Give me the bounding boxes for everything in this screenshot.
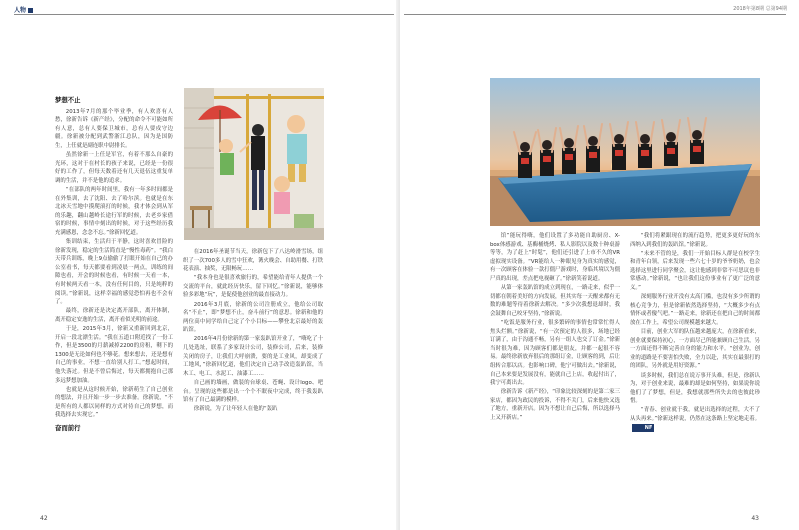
- header-rule: [14, 14, 394, 15]
- team-boat-photo: [490, 78, 760, 226]
- paragraph: 最终，徐新还是决定离开部队，离开体制，离开稳定安逸的生活，离开看似光明的前途。: [55, 308, 173, 323]
- section-heading: 梦想不止: [55, 96, 81, 104]
- paragraph: “我们将紧跟现在的流行趋势，把更多更好玩的东西纳入到我们的轰趴馆。”徐新说。: [630, 233, 760, 248]
- paragraph: 谈多时候，我们总在说万事开头难，但是，徐新认为，对于创业来说，最难的却是如何坚持，如果说你说他们了了梦想，但是，我想就那些所失去的也彼此珍惜。: [630, 372, 760, 405]
- left-column-2: [183, 248, 323, 518]
- paragraph: 馆”能玩得嗨，他们设置了多功能自助厨房、X-box体感游戏、基酶桶烧烤、私人影院以及数十种桌游等等，为了赶上“时髦”，他们还引进了上市不久的VR虚拟现实设备。“VR能给人一种眼见身为真实的感觉，有一次顾客在体验一款打僵尸游戏时，身临其境以为僵尸真的出现，差点把电视砸了。”徐新笑着说道。: [490, 233, 620, 282]
- paragraph: 2016年3月底，徐新的公司注册成立，他给公司取名“不止”，即“梦想不止，奋斗前行”的意思。徐新和他的两位高中同学给自己定了个小目标——攀登北京最好的轰趴馆。: [183, 301, 323, 334]
- page-number-right: 43: [751, 515, 759, 522]
- team-boat-illustration: [490, 78, 760, 226]
- page-number-left: 42: [40, 515, 48, 522]
- left-column-1: [55, 94, 173, 514]
- paragraph: 于是，2015年3月，徐新又重新回到北京，开启一段北漂生活。“我在五道口附近找了一份工作，但是3500的月薪减掉2200的房租，剩下的1300是无论如何也不够花。想来想去，还是想有自己的事业，不想一直给别人打工。”想起时间，他失落过。但是不曾后悔过，每天都拥抱自己那多远梦想加油。: [55, 325, 173, 384]
- paragraph: “未来不管的是，我们一开始目标人群是在校学生和青年白领，后来发现一些六七十岁的爷爷奶奶，也会选择这里进行同学聚会，这让他感到非常不可思议也非常感动。”徐新说，“也让我们这份事业有了更广泛的意义。”: [630, 250, 760, 292]
- header-rule: [404, 14, 786, 15]
- right-column-1: [490, 232, 620, 520]
- paragraph: 深刻服务行业开没有太高门槛，也没有多少所谓的核心竞争力，但是徐新依然选择坚持，“大概多少有点情怀或者傻气吧。”一路走来，徐新还在把自己的时间都放在工作上，希望公司规模越来越大。: [630, 294, 760, 326]
- paragraph: “我本身也是很喜欢旅行的，希望能给青年人提供一个交流的平台，就此经历快乐，留下回忆。”徐新说，能够体验多彩地“玩”，是促使他创业的最直接动力。: [183, 275, 323, 299]
- paragraph: [630, 406, 760, 432]
- paragraph: 也就是从这时候开始，徐新萌生了自己创业的想法，并且开始一步一步去准备。徐新说，“不是所有的人都以同样的方式对待自己的梦想，而我选择去实现它。”: [55, 386, 173, 419]
- paragraph: 徐新说，为了让年轻人在他的“轰趴: [193, 406, 278, 413]
- closing-paragraph: “青春、创业就于我，就是出选择的过程，大不了从头再来。”徐新这样说，仍然在这条路上坚定地走着。: [630, 407, 760, 422]
- paragraph: 目前，创业大军的队伍越来越庞大，在徐新看来，创业就要保持初心，一方面尽己所能兼顾自己生活，另一方面还得不断完善自身的能力和水平。“创业为，创业的道路是不要害怕失败，全力以赴，其实在最狠打的的团队，另外就是用好资源。”: [630, 329, 760, 370]
- paragraph: 在2016年圣诞节当天，徐新包下了八达岭滑雪场，组织了一次700多人的雪中狂欢，篝火晚会、自助用餐、打铁花表演、抽奖，无限畅玩……: [183, 249, 323, 273]
- section-header: [14, 5, 33, 14]
- paragraph: “吃饭是服务行业，很多繁碎的事情也常常忙得人焦头烂额。”徐新说，“有一次预定的人很多，场地已经订满了，由于沟通不畅，另有一组人也交了订金。”徐新当时很为难，因为顾客们都是朋友，并都一起很不容易。最终徐新放弃很后的那组订金，让顾客的到，后让组转合那以店。也影响口碑，他宁可做出去。”徐新说，自己本来要是发展没有，能就自己上店，收起付出了，我宁可离出去。: [490, 319, 620, 387]
- section-label: 人物: [14, 7, 27, 14]
- section-heading: 奋而前行: [55, 423, 81, 432]
- paragraph: 自己画的墙画，做装的台球桌、苍蝇、设计logo、吧台。呈现的这些都是出一个个不眠夜中完成，终于我轰趴馆有了自己最满的模样。: [183, 379, 323, 404]
- section-marker-icon: [28, 8, 33, 13]
- end-mark-badge: NF: [632, 424, 654, 433]
- paragraph: 从第一家轰趴馆的成立到现在，一路走来，似乎一切都在朝着美好的方向发展，但其实每一天醒来都有无数的难题等待着徐新去解决。“多少次我想退却时，我会鼓舞自己咬牙坚持，”徐新说。: [490, 285, 620, 317]
- left-page: [0, 0, 398, 530]
- art-wall-photo: [184, 88, 324, 240]
- paragraph: 2016年4月份徐新的第一家轰趴馆开业了，“嗨吃了十几处选址，联系了多家设计公司，装修公司，后来，装修关闭的房子，让我们大呼崩溃，要的是工业风，却变成了工地风，”徐新回忆道，他们决定自己动手改造轰趴馆，当木工、电工、水泥工、油漆工……: [183, 336, 323, 377]
- issue-label: 2018年第8期 总第94期: [733, 6, 787, 12]
- paragraph: 虽然徐新一上任是军官，有着不那么自豪的光环，这对于在村长的孩子来说，已经是一份很好的工作了，但每天数着还有几天退伍这重复单调的生活，并不是他的追求。: [55, 152, 173, 184]
- art-wall-illustration: [184, 88, 324, 240]
- paragraph: “在部队的两年时间里，我有一年多时间都是在外集训，去了沈阳、去了哈尔滨。也就是在东北冰天雪地中摸爬滚打的时候，我才体会到从军的乐趣，翻山越岭长途行军的时候，去老乡家借宿的时候，事情中刻出的时候，对于这些经历我充满感恩，念念不忘。”徐新回忆道。: [55, 186, 173, 236]
- paragraph: 集训结束，生活归于平静，这时喜欢冒险的徐新发现，稳定的生活简直是“慢性毒药”。“我白天带兵训练，晚上9点偷偷了打眼开始在自己的办公室看书，每天都要看到凌晨一两点，训练的间隙也看，开会的时候也看，有时候一天看一本，有时候两天看一本，没有任何目的，只是纯粹的阅读。”徐新说，这样幸福的感觉恐怕再也不会有了。: [55, 239, 173, 306]
- right-column-2: [630, 232, 760, 520]
- paragraph: 徐新告诉《新产经》，“印象比较深刻的是第二家三家店，都因为政民的投诉，不得不关门，后来他快又选了地方，重新开店。因为不想让自己后悔，所以选择马上又开新店。”: [490, 389, 620, 421]
- paragraph: 2013年7月的那个毕业季，有人欢喜有人愁，徐新告诉《新产经》，分配的命令不可能如所有人意，总有人要保卫城市，总有人要戍守边疆。徐新被分配到武警浙江总队，因为是国防生，上任就是副连职中尉排长。: [55, 108, 173, 149]
